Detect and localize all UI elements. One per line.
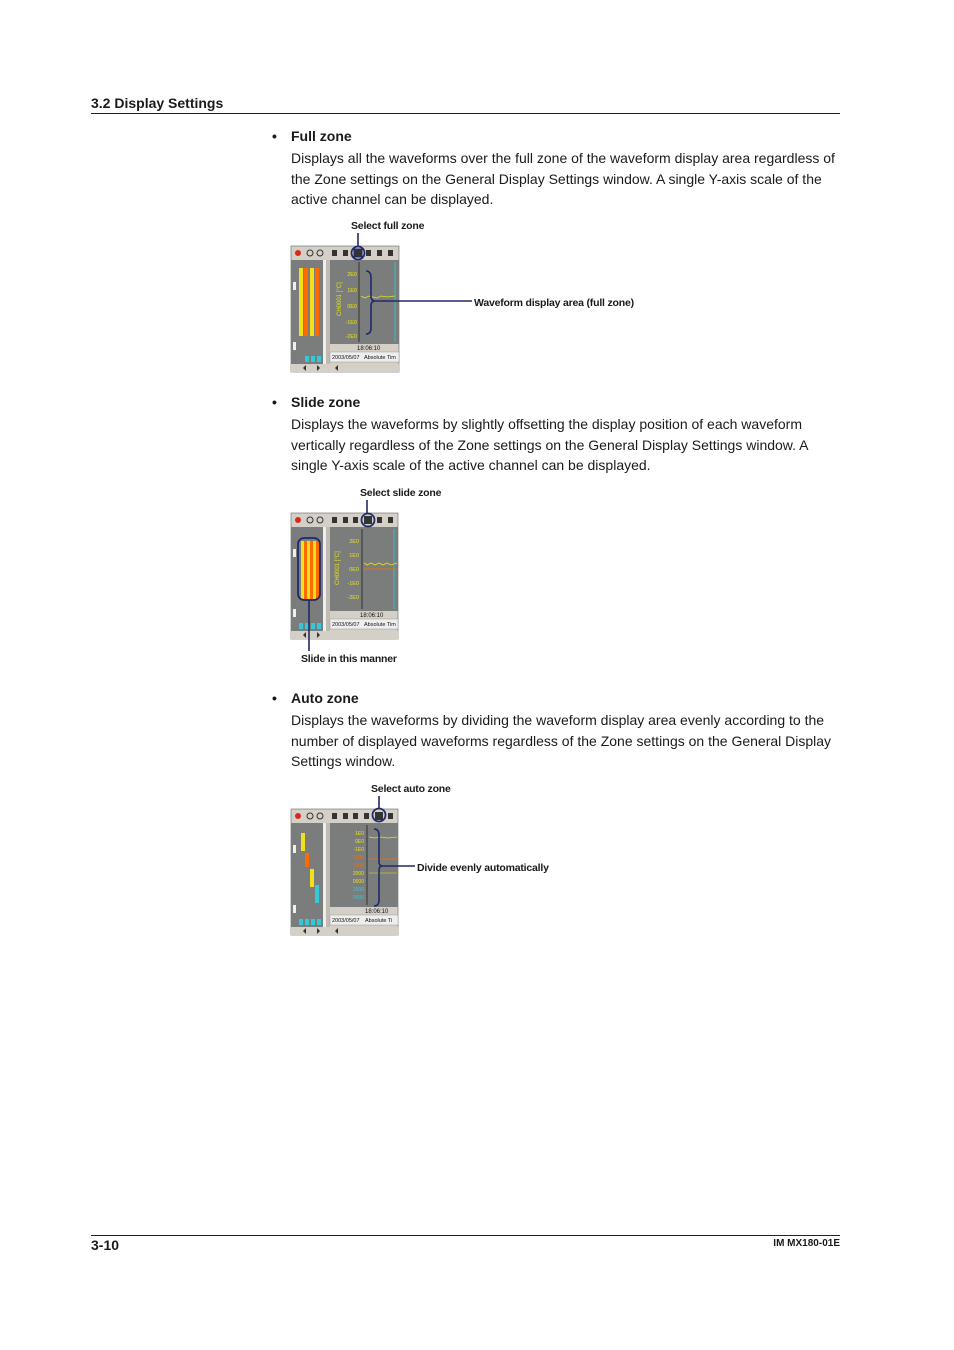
zone-icon[interactable] [332, 813, 337, 819]
level-bar [310, 268, 314, 336]
record-icon[interactable] [295, 517, 301, 523]
callout-select-full-zone: Select full zone [351, 220, 425, 232]
record-icon[interactable] [295, 813, 301, 819]
level-bar [299, 268, 303, 336]
time-label: 18:06:10 [360, 613, 384, 619]
y-tick: 0E0 [347, 304, 357, 310]
y-tick: 2000 [352, 855, 364, 861]
y-tick: 0000 [352, 863, 364, 869]
bullet: • [272, 394, 277, 410]
horizontal-scrollbar[interactable] [291, 364, 399, 372]
section-heading: Slide zone [291, 394, 361, 410]
section-body: Displays all the waveforms over the full zone of the waveform display area regardless of the Zone settings on the General Display Settings window. A single Y-axis scale of the active channel can be displayed. [291, 150, 835, 208]
level-bar [315, 268, 319, 336]
zone-icon[interactable] [388, 517, 393, 523]
bullet: • [272, 128, 277, 144]
zone-icon[interactable] [388, 813, 393, 819]
section-body: Displays the waveforms by dividing the waveform display area evenly according to the number of displayed waveforms regardless of the Zone settings on the General Display Settings window. [291, 712, 832, 770]
y-tick: 2000 [352, 887, 364, 893]
y-tick: -2E0 [347, 595, 359, 601]
mode-label: Absolute Tim [364, 355, 396, 361]
mode-label: Absolute Tim [364, 622, 396, 628]
y-tick: 0000 [352, 895, 364, 901]
callout-slide-manner: Slide in this manner [301, 653, 397, 665]
callout-waveform-area: Waveform display area (full zone) [474, 297, 634, 309]
date-label: 2003/05/07 [332, 355, 360, 361]
time-label: 18:06:10 [365, 909, 389, 915]
record-icon[interactable] [295, 250, 301, 256]
callout-select-auto-zone: Select auto zone [371, 783, 451, 795]
zone-icon[interactable] [343, 813, 348, 819]
zone-icon[interactable] [343, 517, 348, 523]
y-tick: 2000 [352, 871, 364, 877]
section-header: 3.2 Display Settings [91, 95, 224, 111]
y-tick: -1E0 [353, 847, 364, 853]
callout-select-slide-zone: Select slide zone [360, 487, 442, 499]
page-number: 3-10 [91, 1237, 120, 1253]
y-tick: -2E0 [345, 334, 357, 340]
full-zone-button-icon[interactable] [354, 249, 362, 257]
zone-icon[interactable] [332, 517, 337, 523]
zone-icon[interactable] [388, 250, 393, 256]
auto-zone-button-icon[interactable] [375, 812, 383, 820]
horizontal-scrollbar[interactable] [291, 631, 398, 639]
mode-label: Absolute Ti [365, 918, 393, 924]
section-heading: Auto zone [291, 690, 359, 706]
waveform-area [330, 823, 398, 907]
footer-divider [91, 1235, 840, 1236]
zone-icon[interactable] [332, 250, 337, 256]
y-tick: -1E0 [345, 320, 357, 326]
y-tick: 1E0 [349, 553, 359, 559]
axis-label: CH0001 [°C] [337, 282, 343, 316]
full-zone-screenshot [291, 246, 399, 372]
y-tick: 2E0 [347, 272, 357, 278]
callout-divide-evenly: Divide evenly automatically [417, 862, 549, 874]
axis-label: CH0001 [°C] [335, 551, 341, 585]
y-tick: 0000 [352, 879, 364, 885]
y-tick: 2E0 [349, 539, 359, 545]
header-divider [91, 113, 840, 114]
auto-zone-icon[interactable] [377, 517, 382, 523]
document-id: IM MX180-01E [773, 1238, 840, 1249]
y-tick: -1E0 [347, 581, 359, 587]
y-tick: 0E0 [355, 839, 364, 845]
section-body: Displays the waveforms by slightly offsetting the display position of each waveform vertically regardless of the Zone settings on the General Display Settings window. A single Y-axis scale of the active channel can be displayed. [291, 416, 808, 474]
full-zone-button-icon[interactable] [353, 813, 358, 819]
slide-zone-screenshot [291, 513, 398, 639]
bullet: • [272, 690, 277, 706]
y-tick: 1E0 [347, 288, 357, 294]
auto-zone-screenshot [291, 809, 398, 935]
zone-icon[interactable] [343, 250, 348, 256]
section-heading: Full zone [291, 128, 352, 144]
full-zone-button-icon[interactable] [353, 517, 358, 523]
slide-zone-button-icon[interactable] [364, 516, 372, 524]
time-label: 18:06:10 [357, 346, 381, 352]
y-tick: 1E0 [355, 831, 364, 837]
y-tick: 0E0 [349, 567, 359, 573]
slide-zone-icon[interactable] [364, 813, 369, 819]
slide-zone-icon[interactable] [366, 250, 371, 256]
date-label: 2003/05/07 [332, 918, 360, 924]
horizontal-scrollbar[interactable] [291, 927, 398, 935]
auto-zone-icon[interactable] [377, 250, 382, 256]
date-label: 2003/05/07 [332, 622, 360, 628]
level-bar [304, 268, 308, 336]
